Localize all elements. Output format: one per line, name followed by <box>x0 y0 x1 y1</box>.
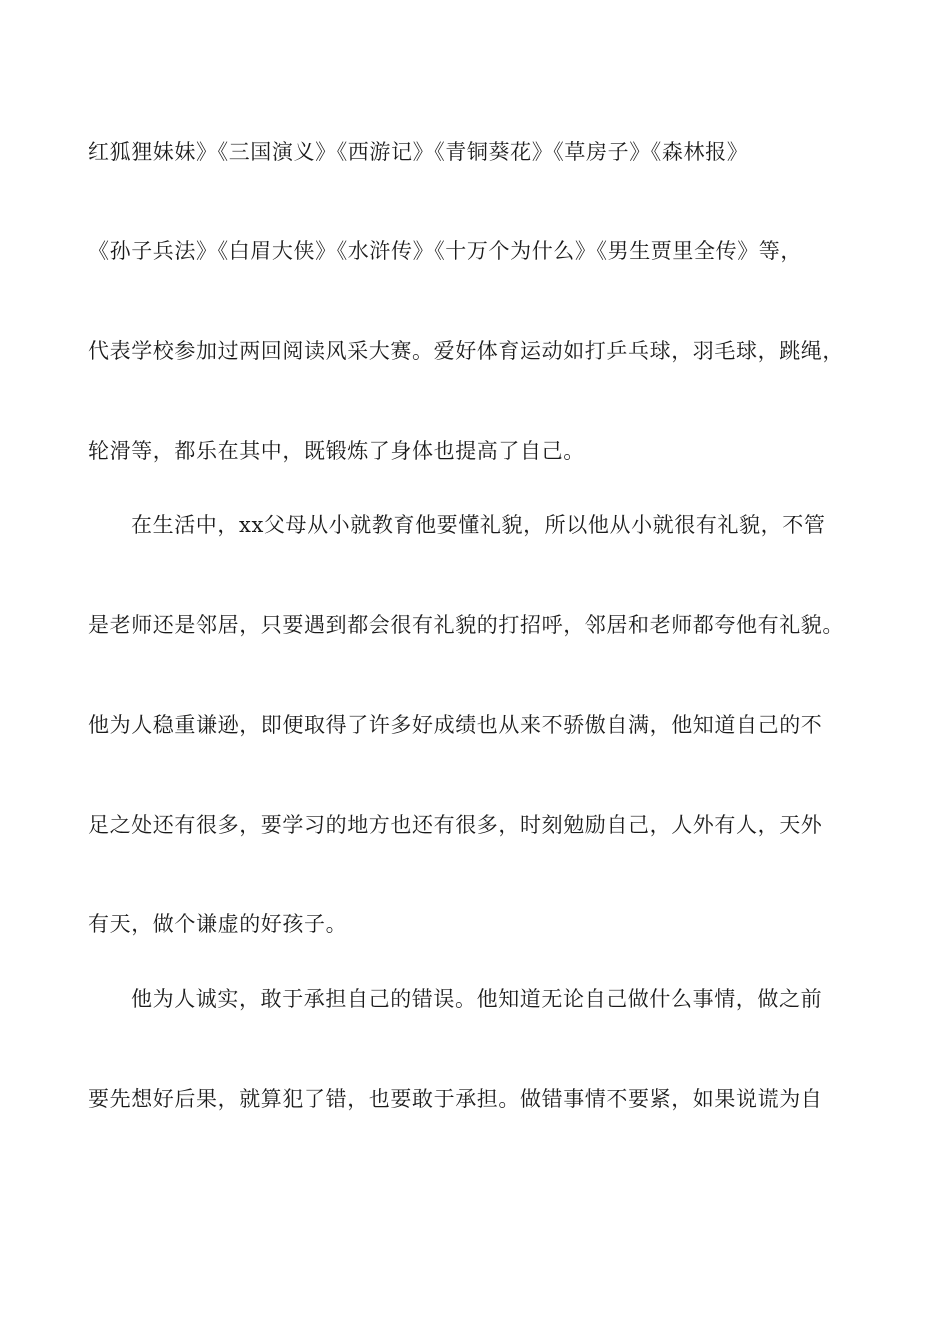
text-line: 轮滑等，都乐在其中，既锻炼了身体也提高了自己。 <box>88 439 585 463</box>
text-line: 足之处还有很多，要学习的地方也还有很多，时刻勉励自己，人外有人，天外 <box>88 813 823 837</box>
paragraph-first-line: 他为人诚实，敢于承担自己的错误。他知道无论自己做什么事情，做之前 <box>131 987 823 1011</box>
paragraph-first-line: 在生活中，xx父母从小就教育他要懂礼貌，所以他从小就很有礼貌，不管 <box>131 513 826 537</box>
text-line: 《孙子兵法》《白眉大侠》《水浒传》《十万个为什么》《男生贾里全传》等， <box>88 239 802 263</box>
text-line: 他为人稳重谦逊，即便取得了许多好成绩也从来不骄傲自满，他知道自己的不 <box>88 713 823 737</box>
text-line: 红狐狸妹妹》《三国演义》《西游记》《青铜葵花》《草房子》《森林报》 <box>88 140 749 164</box>
text-line: 有天，做个谦虚的好孩子。 <box>88 912 348 936</box>
text-line: 要先想好后果，就算犯了错，也要敢于承担。做错事情不要紧，如果说谎为自 <box>88 1087 823 1111</box>
text-line: 代表学校参加过两回阅读风采大赛。爱好体育运动如打乒乓球，羽毛球，跳绳， <box>88 339 844 363</box>
text-line: 是老师还是邻居，只要遇到都会很有礼貌的打招呼，邻居和老师都夸他有礼貌。 <box>88 613 844 637</box>
